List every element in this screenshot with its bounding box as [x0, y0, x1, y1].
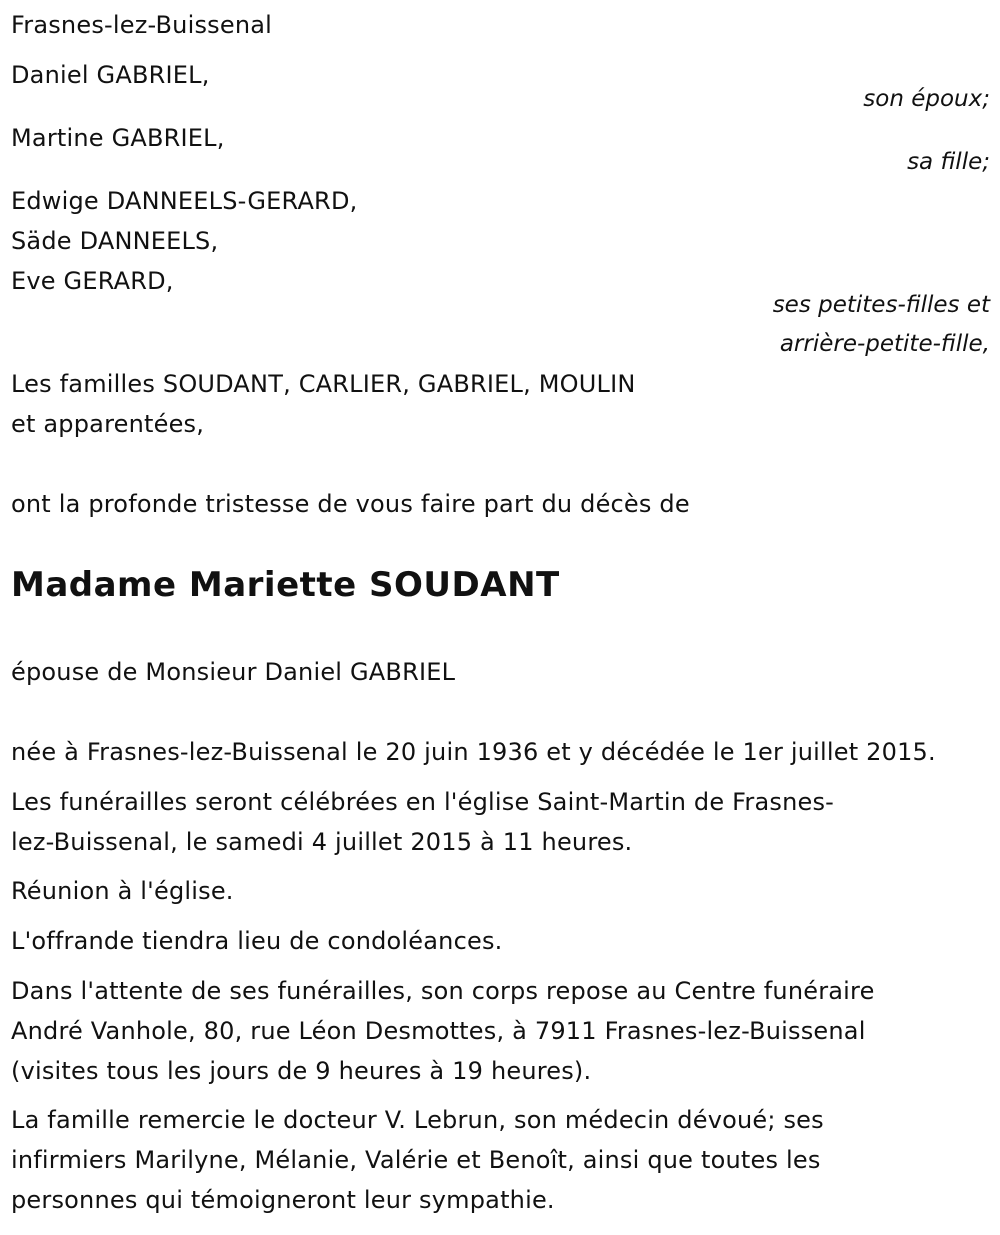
funeral-line1: Les funérailles seront célébrées en l'église Saint-Martin de Frasnes-	[11, 788, 835, 816]
grandchild-2: Säde DANNEELS,	[11, 227, 219, 255]
repose-line2: André Vanhole, 80, rue Léon Desmottes, à 7911 Frasnes-lez-Buissenal	[11, 1017, 866, 1045]
thanks-line2: infirmiers Marilyne, Mélanie, Valérie et Benoît, ainsi que toutes les	[11, 1146, 821, 1174]
grandchild-3: Eve GERARD,	[11, 267, 174, 295]
location-heading: Frasnes-lez-Buissenal	[11, 11, 273, 39]
grandchildren-role-line2: arrière-petite-fille,	[779, 331, 990, 357]
meeting-line: Réunion à l'église.	[11, 877, 234, 905]
grandchildren-role-line1: ses petites-filles et	[772, 292, 990, 318]
grandchild-1: Edwige DANNEELS-GERARD,	[11, 187, 358, 215]
repose-line1: Dans l'attente de ses funérailles, son corps repose au Centre funéraire	[11, 977, 875, 1005]
husband-role: son époux;	[863, 86, 990, 112]
offering-line: L'offrande tiendra lieu de condoléances.	[11, 927, 503, 955]
daughter-role: sa fille;	[907, 149, 990, 175]
announcement-intro: ont la profonde tristesse de vous faire part du décès de	[11, 490, 690, 518]
families-line1: Les familles SOUDANT, CARLIER, GABRIEL, MOULIN	[11, 370, 636, 398]
spouse-line: épouse de Monsieur Daniel GABRIEL	[11, 658, 456, 686]
families-line2: et apparentées,	[11, 410, 205, 438]
birth-death-line: née à Frasnes-lez-Buissenal le 20 juin 1936 et y décédée le 1er juillet 2015.	[11, 738, 936, 766]
deceased-name: Madame Mariette SOUDANT	[11, 565, 560, 605]
husband-name: Daniel GABRIEL,	[11, 61, 210, 89]
thanks-line3: personnes qui témoigneront leur sympathie.	[11, 1186, 555, 1214]
thanks-line1: La famille remercie le docteur V. Lebrun, son médecin dévoué; ses	[11, 1106, 824, 1134]
daughter-name: Martine GABRIEL,	[11, 124, 225, 152]
funeral-line2: lez-Buissenal, le samedi 4 juillet 2015 à 11 heures.	[11, 828, 633, 856]
repose-line3: (visites tous les jours de 9 heures à 19 heures).	[11, 1057, 592, 1085]
